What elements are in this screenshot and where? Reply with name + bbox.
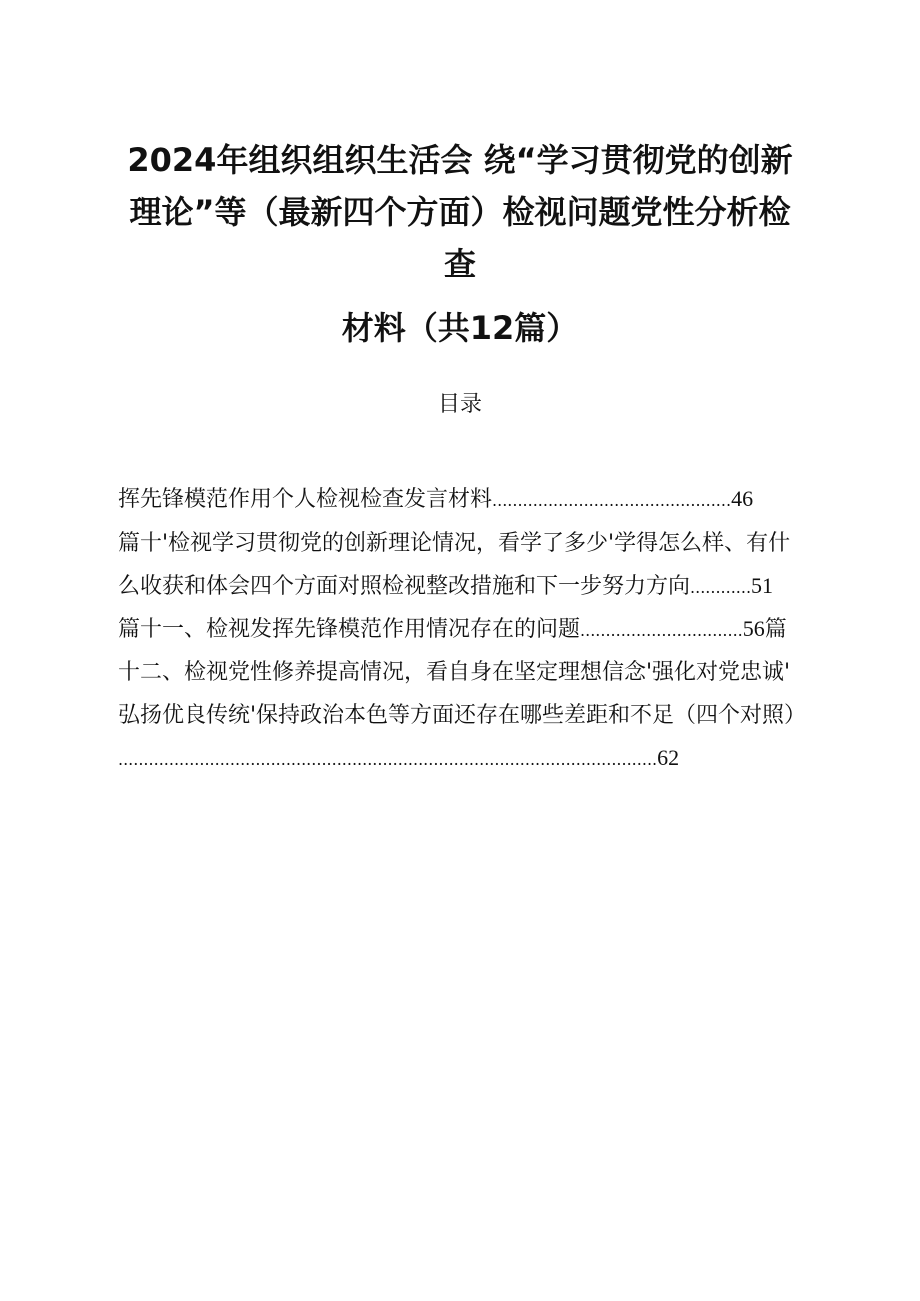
toc-leader-dots: ............ xyxy=(690,578,752,597)
document-title-line-4: 材料（共12篇） xyxy=(341,309,579,347)
toc-leader-dots: ................................ xyxy=(580,621,743,640)
toc-page-number: 56篇 xyxy=(742,616,787,641)
document-title-line-2: 理论”等（最新四个方面）检视问题党性分析检 xyxy=(129,193,791,231)
toc-entry-text: 挥先锋模范作用个人检视检查发言材料 xyxy=(118,487,493,512)
toc-page-number: 62 xyxy=(657,745,680,770)
toc-entry-text: 弘扬优良传统'保持政治本色等方面还存在哪些差距和不足（四个对照） xyxy=(118,703,807,728)
toc-entry[interactable] xyxy=(118,528,830,560)
toc-entry-text: 十二、检视党性修养提高情况，看自身在坚定理想信念'强化对党忠诚' xyxy=(118,660,791,685)
toc-entry[interactable] xyxy=(118,700,830,732)
toc-entry-text: 么收获和体会四个方面对照检视整改措施和下一步努力方向 xyxy=(118,574,691,599)
toc-page-number: 46 xyxy=(731,486,754,511)
toc-entry[interactable] xyxy=(118,743,830,775)
toc-entry[interactable] xyxy=(118,614,830,646)
toc-entry[interactable] xyxy=(118,484,830,516)
toc-page-number: 51 xyxy=(751,573,774,598)
toc-leader-dots: .......................................................................................................... xyxy=(118,750,658,769)
toc-entry-text: 篇十'检视学习贯彻党的创新理论情况，看学了多少'学得怎么样、有什 xyxy=(118,531,791,556)
toc-heading: 目录 xyxy=(437,392,482,417)
toc-entry-text: 篇十一、检视发挥先锋模范作用情况存在的问题 xyxy=(118,617,581,642)
document-title-line-3: 查 xyxy=(443,245,476,283)
toc-entry[interactable] xyxy=(118,657,830,689)
toc-entry[interactable] xyxy=(118,571,830,603)
document-title-line-1: 2024年组织组织生活会 绕“学习贯彻党的创新 xyxy=(127,141,793,179)
toc-leader-dots: ............................................... xyxy=(492,491,732,510)
